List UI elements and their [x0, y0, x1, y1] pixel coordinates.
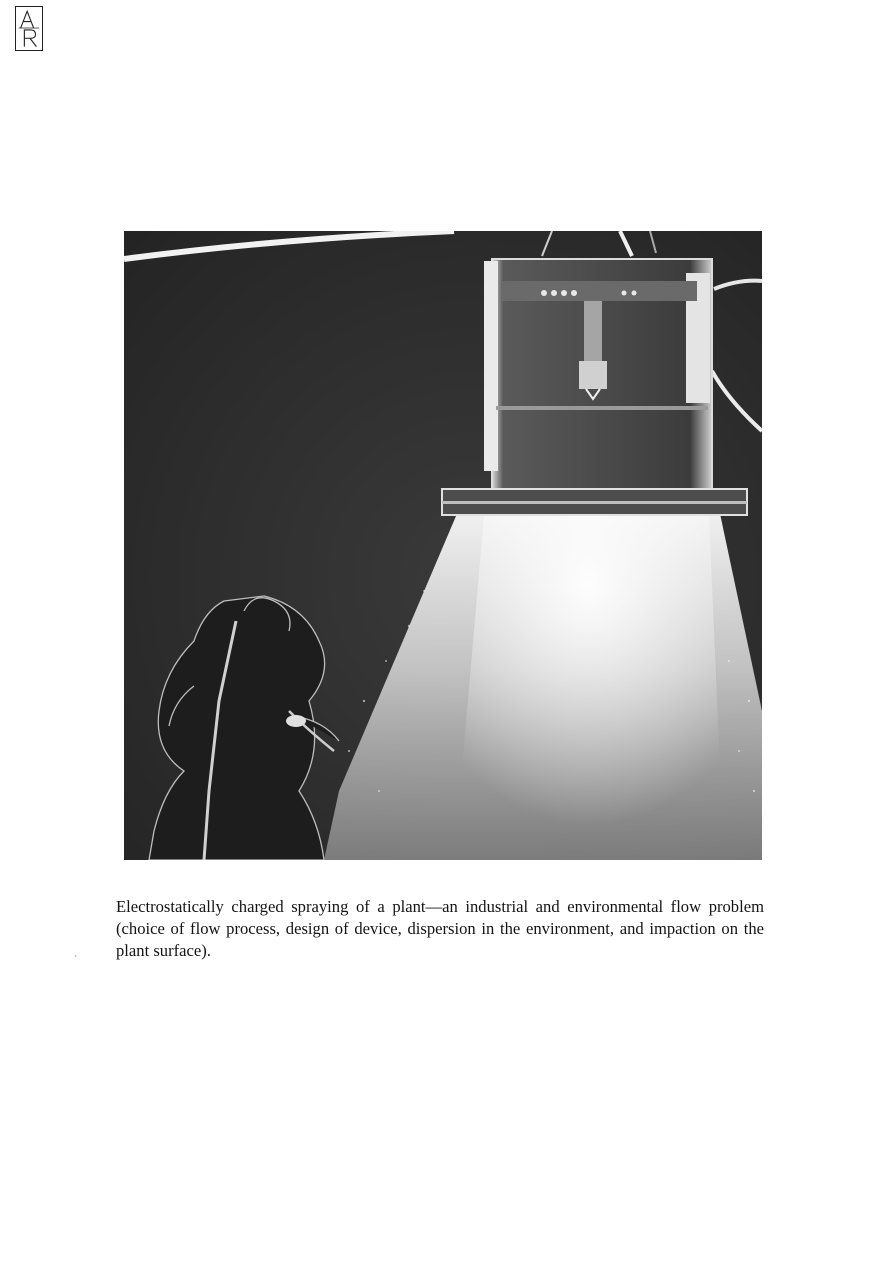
- annual-reviews-logo-icon: [15, 6, 43, 51]
- figure-caption: Electrostatically charged spraying of a plant—an industrial and environmental flow problem (choice of flow process, design of device, dispersion in the environment, and impaction on the plant surface).: [116, 896, 764, 960]
- stray-mark: `: [74, 955, 78, 966]
- spray-photograph: [124, 231, 762, 860]
